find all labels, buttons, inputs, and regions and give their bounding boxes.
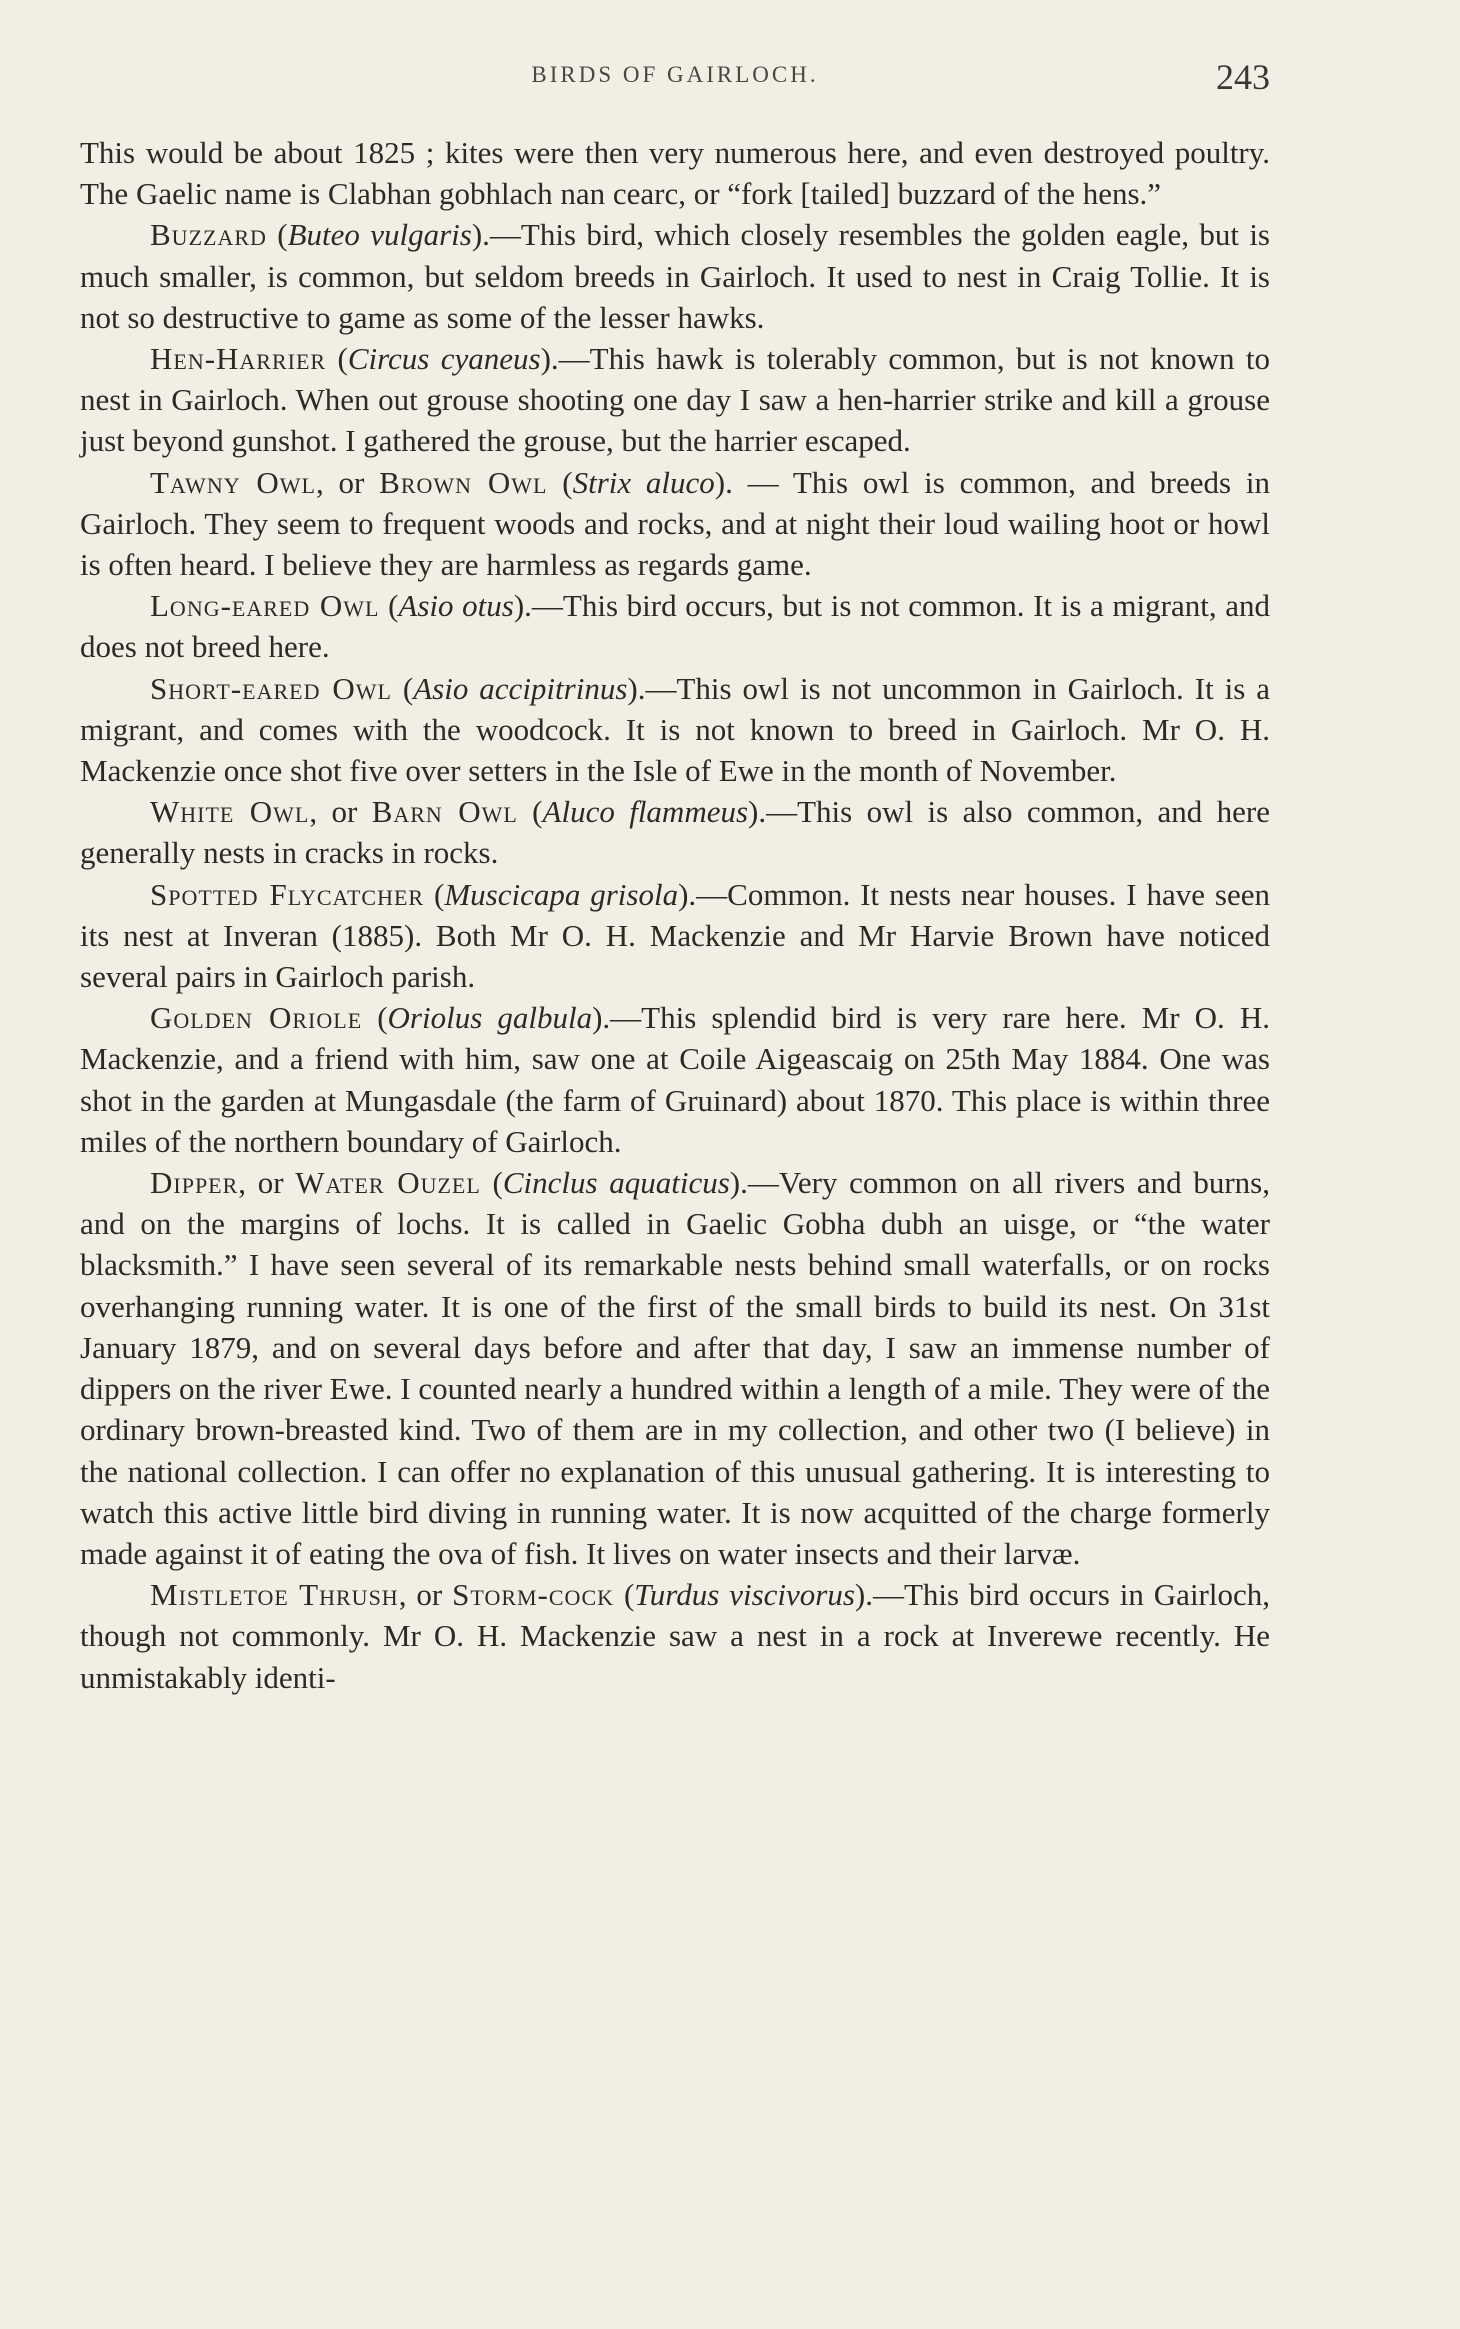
separator: (: [379, 588, 399, 624]
entry-mistletoe-thrush: [80, 1574, 1270, 1698]
species-name: Tawny Owl: [150, 464, 316, 500]
species-name: Dipper: [150, 1165, 239, 1201]
page-number: 243: [1216, 57, 1270, 97]
species-name: Hen-Harrier: [150, 341, 327, 377]
entry-short-eared-owl: [80, 668, 1270, 792]
species-name: Mistletoe Thrush: [150, 1577, 399, 1613]
separator: (: [424, 876, 445, 912]
separator: , or: [398, 1577, 453, 1613]
separator: , or: [238, 1165, 296, 1201]
species-name: Golden Oriole: [150, 1000, 363, 1036]
species-name: Buzzard: [150, 217, 267, 253]
latin-name: Asio accipitrinus: [413, 670, 628, 706]
separator: (: [614, 1577, 635, 1613]
continuation-paragraph: This would be about 1825 ; kites were then very numerous here, and even destroyed poultry. The Gaelic name is Clabhan gobhlach nan cearc, or “fork [tailed] buzzard of the hens.”: [80, 135, 1270, 212]
latin-name: Oriolus galbula: [387, 1000, 593, 1036]
species-name: White Owl: [150, 794, 310, 830]
species-name: Long-eared Owl: [150, 588, 380, 624]
entry-golden-oriole: [80, 997, 1270, 1162]
running-title: BIRDS OF GAIRLOCH.: [531, 62, 819, 87]
entry-text: ).—This hawk is tolerably common, but is not known to nest in Gairloch. When out grouse shooting one day I saw a hen-harrier strike and kill a grouse just beyond gunshot. I gathered the grouse, but the harrier escaped.: [80, 341, 1271, 459]
alt-species-name: Storm-cock: [452, 1577, 615, 1613]
separator: (: [266, 217, 288, 253]
entry-text: ).—This bird, which closely resembles the golden eagle, but is much smaller, is common, but seldom breeds in Gairloch. It used to nest in Craig Tollie. It is not so destructive to game as some of the lesser hawks.: [80, 217, 1270, 335]
entry-text: ).—This splendid bird is very rare here. Mr O. H. Mackenzie, and a friend with him, saw one at Coile Aigeascaig on 25th May 1884. One was shot in the garden at Mungasdale (the farm of Gruinard) about 1870. This place is within three miles of the northern boundary of Gairloch.: [80, 1000, 1270, 1159]
separator: (: [391, 670, 414, 706]
separator: , or: [309, 794, 372, 830]
entry-dipper: [80, 1162, 1270, 1574]
latin-name: Asio otus: [398, 588, 514, 624]
species-name: Short-eared Owl: [150, 670, 392, 706]
entry-text: ).—This owl is not uncommon in Gairloch. It is a migrant, and comes with the woodcock. It is not known to breed in Gairloch. Mr O. H. Mackenzie once shot five over setters in the Isle of Ewe in the month of November.: [80, 670, 1270, 789]
entry-text: ).—This bird occurs, but is not common. It is a migrant, and does not breed here.: [80, 588, 1270, 665]
separator: (: [480, 1165, 503, 1201]
entry-long-eared-owl: [80, 585, 1270, 667]
separator: (: [547, 464, 573, 500]
separator: (: [362, 1000, 388, 1036]
entry-text: ). — This owl is common, and breeds in Gairloch. They seem to frequent woods and rocks, and at night their loud wailing hoot or howl is often heard. I believe they are harmless as regards game.: [80, 464, 1270, 583]
entry-text: ).—Very common on all rivers and burns, and on the margins of lochs. It is called in Gaelic Gobha dubh an uisge, or “the water blacksmith.” I have seen several of its remarkable nests behind small waterfalls, or on rocks overhanging running water. It is one of the first of the small birds to build its nest. On 31st January 1879, and on several days before and after that day, I saw an immense number of dippers on the river Ewe. I counted nearly a hundred within a length of a mile. They were of the ordinary brown-breasted kind. Two of them are in my collection, and other two (I believe) in the national collection. I can offer no explanation of this unusual gathering. It is interesting to watch this active little bird diving in running water. It is now acquitted of the charge formerly made against it of eating the ova of fish. It lives on water insects and their larvæ.: [80, 1165, 1270, 1571]
latin-name: Cinclus aquaticus: [502, 1165, 730, 1201]
separator: (: [326, 341, 348, 377]
latin-name: Strix aluco: [572, 464, 715, 500]
latin-name: Buteo vulgaris: [287, 217, 472, 253]
species-name: Spotted Flycatcher: [150, 876, 425, 912]
body-text: [80, 132, 1270, 1698]
entry-spotted-flycatcher: [80, 874, 1270, 998]
entry-text: ).—Common. It nests near houses. I have seen its nest at Inveran (1885). Both Mr O. H. Mackenzie and Mr Harvie Brown have noticed several pairs in Gairloch parish.: [80, 876, 1270, 995]
entry-tawny-owl: [80, 462, 1270, 586]
entry-text: ).—This bird occurs in Gairloch, though not commonly. Mr O. H. Mackenzie saw a nest in a rock at Inverewe recently. He unmistakably identi-: [80, 1577, 1271, 1695]
separator: , or: [316, 464, 380, 500]
alt-species-name: Brown Owl: [379, 464, 548, 500]
latin-name: Circus cyaneus: [347, 341, 541, 377]
running-head: [80, 57, 1270, 102]
entry-white-owl: [80, 791, 1270, 873]
entry-hen-harrier: [80, 338, 1270, 462]
entry-text: ).—This owl is also common, and here generally nests in cracks in rocks.: [80, 794, 1271, 871]
separator: (: [517, 794, 543, 830]
alt-species-name: Water Ouzel: [295, 1165, 481, 1201]
latin-name: Aluco flammeus: [542, 794, 749, 830]
entry-buzzard: [80, 214, 1270, 338]
latin-name: Muscicapa grisola: [444, 876, 679, 912]
alt-species-name: Barn Owl: [371, 794, 518, 830]
latin-name: Turdus viscivorus: [634, 1577, 855, 1613]
